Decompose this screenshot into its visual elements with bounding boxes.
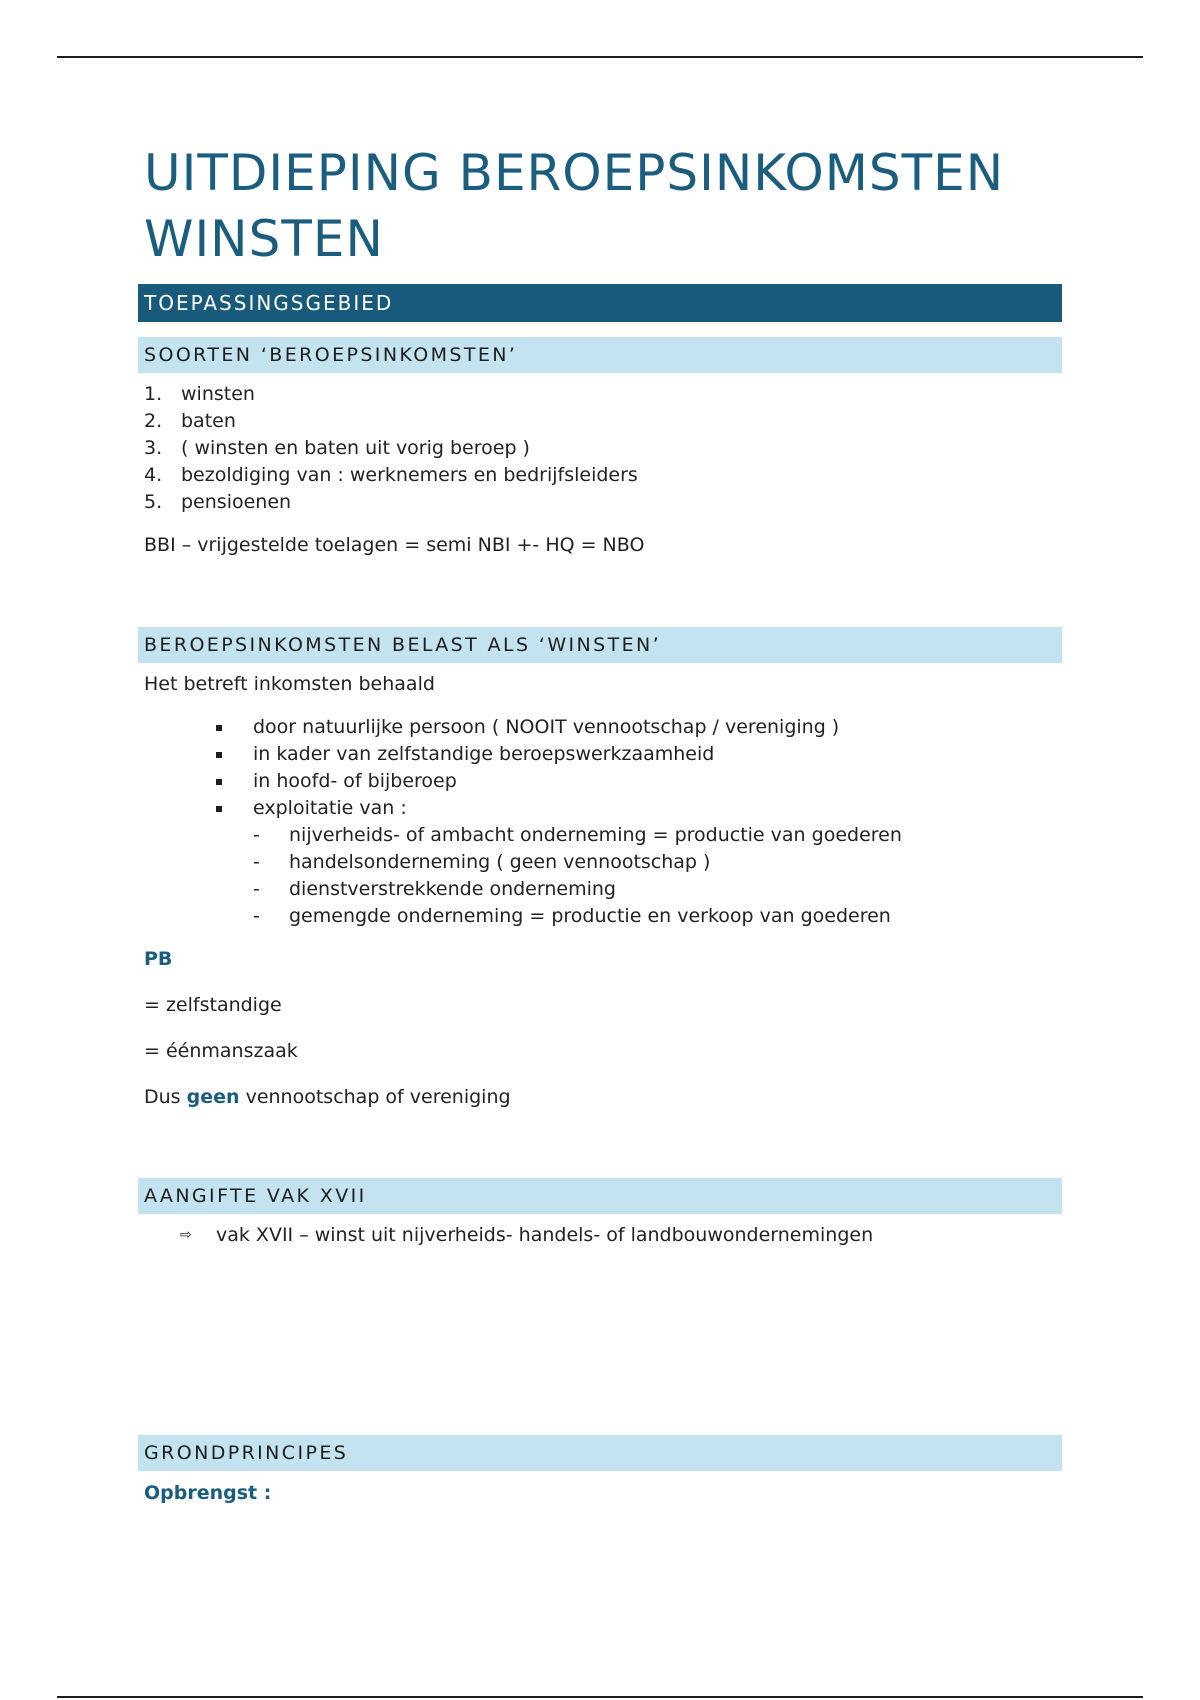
list-item: in kader van zelfstandige beroepswerkzaamheid: [216, 741, 1062, 768]
list-item: door natuurlijke persoon ( NOOIT vennootschap / vereniging ): [216, 714, 1062, 741]
exploitatie-sublist: [253, 822, 1062, 930]
criteria-list: [138, 714, 1062, 930]
opbrengst-label: Opbrengst :: [144, 1482, 272, 1504]
list-item: 1. winsten: [144, 383, 255, 405]
heading-grondprincipes: GRONDPRINCIPES: [138, 1435, 1062, 1471]
pb-label: PB: [144, 948, 173, 970]
emphasis-geen: geen: [186, 1086, 240, 1108]
square-bullet-icon: [216, 806, 222, 812]
heading-soorten: SOORTEN ‘BEROEPSINKOMSTEN’: [138, 337, 1062, 373]
title-line-1: UITDIEPING BEROEPSINKOMSTEN: [144, 144, 1005, 202]
list-item: exploitatie van : - nijverheids- of ambacht onderneming = productie van goederen - handelsonderneming ( geen vennootschap ) - dienstverstrekkende onderneming - gemengde onderneming = productie en verkoop van goederen: [216, 795, 1062, 930]
list-item: 2. baten: [144, 410, 236, 432]
list-item: 4. bezoldiging van : werknemers en bedrijfsleiders: [144, 464, 638, 486]
list-item: 3. ( winsten en baten uit vorig beroep ): [144, 437, 530, 459]
heading-toepassingsgebied: TOEPASSINGSGEBIED: [138, 284, 1062, 322]
bottom-rule: [57, 1696, 1143, 1698]
heading-belast-als-winsten: BEROEPSINKOMSTEN BELAST ALS ‘WINSTEN’: [138, 627, 1062, 663]
top-rule: [57, 56, 1143, 58]
list-item: - nijverheids- of ambacht onderneming = productie van goederen: [253, 822, 1062, 849]
list-item: in hoofd- of bijberoep: [216, 768, 1062, 795]
square-bullet-icon: [216, 779, 222, 785]
title-line-2: WINSTEN: [144, 210, 384, 268]
list-item: - handelsonderneming ( geen vennootschap ): [253, 849, 1062, 876]
square-bullet-icon: [216, 725, 222, 731]
heading-aangifte: AANGIFTE VAK XVII: [138, 1178, 1062, 1214]
list-item: - gemengde onderneming = productie en verkoop van goederen: [253, 903, 1062, 930]
dash-bullet-icon: -: [253, 905, 260, 927]
arrow-right-icon: ⇨: [180, 1227, 192, 1243]
soorten-list: [138, 381, 1062, 516]
document-body: [138, 140, 1062, 1507]
dash-bullet-icon: -: [253, 824, 260, 846]
list-item: 5. pensioenen: [144, 491, 292, 513]
dus-text: Dus geen vennootschap of vereniging: [144, 1086, 511, 1108]
dash-bullet-icon: -: [253, 851, 260, 873]
aangifte-list: [138, 1222, 1062, 1249]
intro-text: Het betreft inkomsten behaald: [144, 673, 435, 695]
dash-bullet-icon: -: [253, 878, 260, 900]
eq-zelfstandige: = zelfstandige: [144, 994, 282, 1016]
page-title: [144, 140, 1062, 272]
formula-text: BBI – vrijgestelde toelagen = semi NBI +- HQ = NBO: [144, 534, 645, 556]
square-bullet-icon: [216, 752, 222, 758]
eq-eenmanszaak: = éénmanszaak: [144, 1040, 298, 1062]
list-item: - dienstverstrekkende onderneming: [253, 876, 1062, 903]
list-item: ⇨ vak XVII – winst uit nijverheids- handels- of landbouwondernemingen: [180, 1222, 1062, 1249]
